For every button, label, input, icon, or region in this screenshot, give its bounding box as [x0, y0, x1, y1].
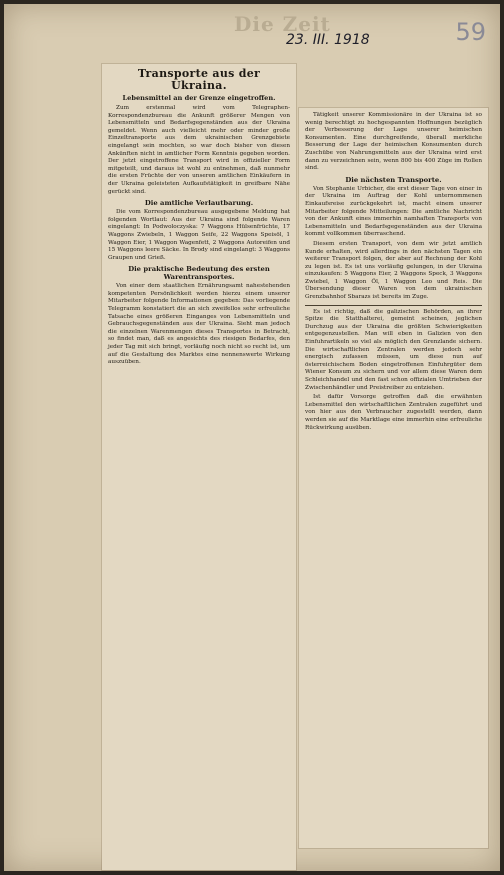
column-divider: [305, 305, 482, 306]
article-paragraph: Ist dafür Vorsorge getroffen daß die erwähnten Lebensmittel den wirtschaftlichen Zentralen zugeführt und von hier aus den Verbraucher zugestellt werden, dann werden sie auf die Marktlage eine immerhin eine erfreuliche Rückwirkung ausüben.: [305, 394, 482, 431]
article-paragraph: Von einer dem staatlichen Ernährungsamt nahestehenden kompetenten Persönlichkeit werden hierzu einem unserer Mitarbeiter folgende Informationen gegeben: Das vorliegende Telegramm konstatiert die an sich zweifellos sehr erfreuliche Tatsache eines größeren Einganges von Lebensmitteln und Gebrauchsgegenständen aus der Ukraina. Sieht man jedoch die einzelnen Warenmengen dieses Transportes in Betracht, so findet man, daß es angesichts des riesigen Bedarfes, den jeder Tag mit sich bringt, vorläufig noch nicht so recht ist, um auf die Gestaltung des Marktes eine nennenswerte Wirkung auszuüben.: [108, 283, 290, 366]
section-heading: Die amtliche Verlautbarung.: [144, 199, 254, 208]
article-paragraph: Zum erstenmal wird vom Telegraphen-Korrespondenzbureau die Ankunft größerer Mengen von Lebensmitteln und Bedarfsgegenständen aus der Ukraina gemeldet. Wenn auch vielleicht mehr oder minder große Einzeltransporte aus dem ukrainischen Grenzgebiete eingelangt sein mochten, so war doch bisher von diesen Ankünften nicht in amtlicher Form Kenntnis gegeben worden. Der jetzt eingetroffene Transport wird in offizieller Form mitgeteilt, und daraus ist wohl zu entnehmen, daß nunmehr die ersten Früchte der von unseren amtlichen Einkäufern in der Ukraina geleisteten Aufkaufstätigkeit in greifbare Nähe gerückt sind.: [108, 105, 290, 195]
article-paragraph: Von Stephanie Urbicher, die erst dieser Tage von einer in der Ukraina im Auftrag der Kohl unternommenen Einkaufsreise zurückgekehrt ist, macht einem unserer Mitarbeiter folgende Mitteilungen: Die amtliche Nachricht von der Ankunft eines immerhin namhaften Transports von Lebensmitteln und Bedarfsgegenständen aus der Ukraina kommt vollkommen überraschend.: [305, 185, 482, 238]
article-paragraph: Diesem ersten Transport, von dem wir jetzt amtlich Kunde erhalten, wird allerdings in den nächsten Tagen ein weiterer Transport folgen, der aber auf Rechnung der Kohl zu legen ist. Es ist uns vorläufig gelungen, in der Ukraina einzukaufen: 5 Waggons Eier, 2 Waggons Speck, 3 Waggons Zwiebel, 1 Waggon Öl, 1 Waggon Leo und Reis. Die Übersendung dieser Waren von dem ukrainischen Grenzbahnhof Sbarazs ist bereits im Zuge.: [305, 240, 482, 301]
clipping-left-column: [102, 64, 296, 870]
article-subtitle: Lebensmittel an der Grenze eingetroffen.: [122, 94, 276, 102]
page-number: 59: [455, 18, 486, 46]
article-paragraph: Die vom Korrespondenzbureau ausgegebene Meldung hat folgenden Wortlaut: Aus der Ukraina sind folgende Waren eingelangt: In Podwoloczyska: 7 Waggons Hülsenfrüchte, 17 Waggons Zwiebeln, 1 Waggon Seife, 22 Waggons Speisöl, 1 Waggon Eier, 1 Waggon Wagenfett, 2 Waggons Autoreifen und 15 Waggons leere Säcke. In Brody sind eingelangt: 3 Waggons Graupen und Grieß.: [108, 209, 290, 261]
article-paragraph: Es ist richtig, daß die galizischen Behörden, an ihrer Spitze die Statthalterei, gemeint scheinen, jeglichen Durchzug aus der Ukraina die größten Schwierigkeiten entgegenzustellen. Man will eben in Galizien von den Einfuhrartikeln so viel als möglich den Grenzlande sichern. Die wirtschaftlichen Zentralen werden jedoch sehr energisch zufassen müssen, um diese nun auf österreichischem Boden eingetroffenen Einfuhrgüter dem Wiener Konsum zu sichern und vor allem diese Waren dem Schleichhandel und den fast schon offizialen Umtrieben der Zwischenhändler und Preistreiber zu entziehen.: [305, 308, 482, 391]
newspaper-masthead: Die Zeit: [234, 12, 331, 36]
section-heading: Die nächsten Transporte.: [345, 175, 442, 184]
section-heading: Die praktische Bedeutung des ersten Warentransportes.: [128, 265, 270, 282]
article-title: Transporte aus der Ukraina.: [137, 67, 261, 92]
article-paragraph: Tätigkeit unserer Kommissionäre in der Ukraina ist so wenig berechtigt zu hochgespannten Hoffnungen bezüglich der Verbesserung der Lage unserer heimischen Konsumenten. Eine durchgreifende, überall merkliche Besserung der Lage der heimischen Konsumenten durch Zuschübe von Nahrungsmitteln aus der Ukraina wird erst dann zu verzeichnen sein, wenn 800 bis 400 Züge im Rollen sind.: [305, 112, 482, 172]
handwritten-date: 23. III. 1918: [286, 32, 370, 48]
clipping-right-column: [299, 108, 488, 848]
